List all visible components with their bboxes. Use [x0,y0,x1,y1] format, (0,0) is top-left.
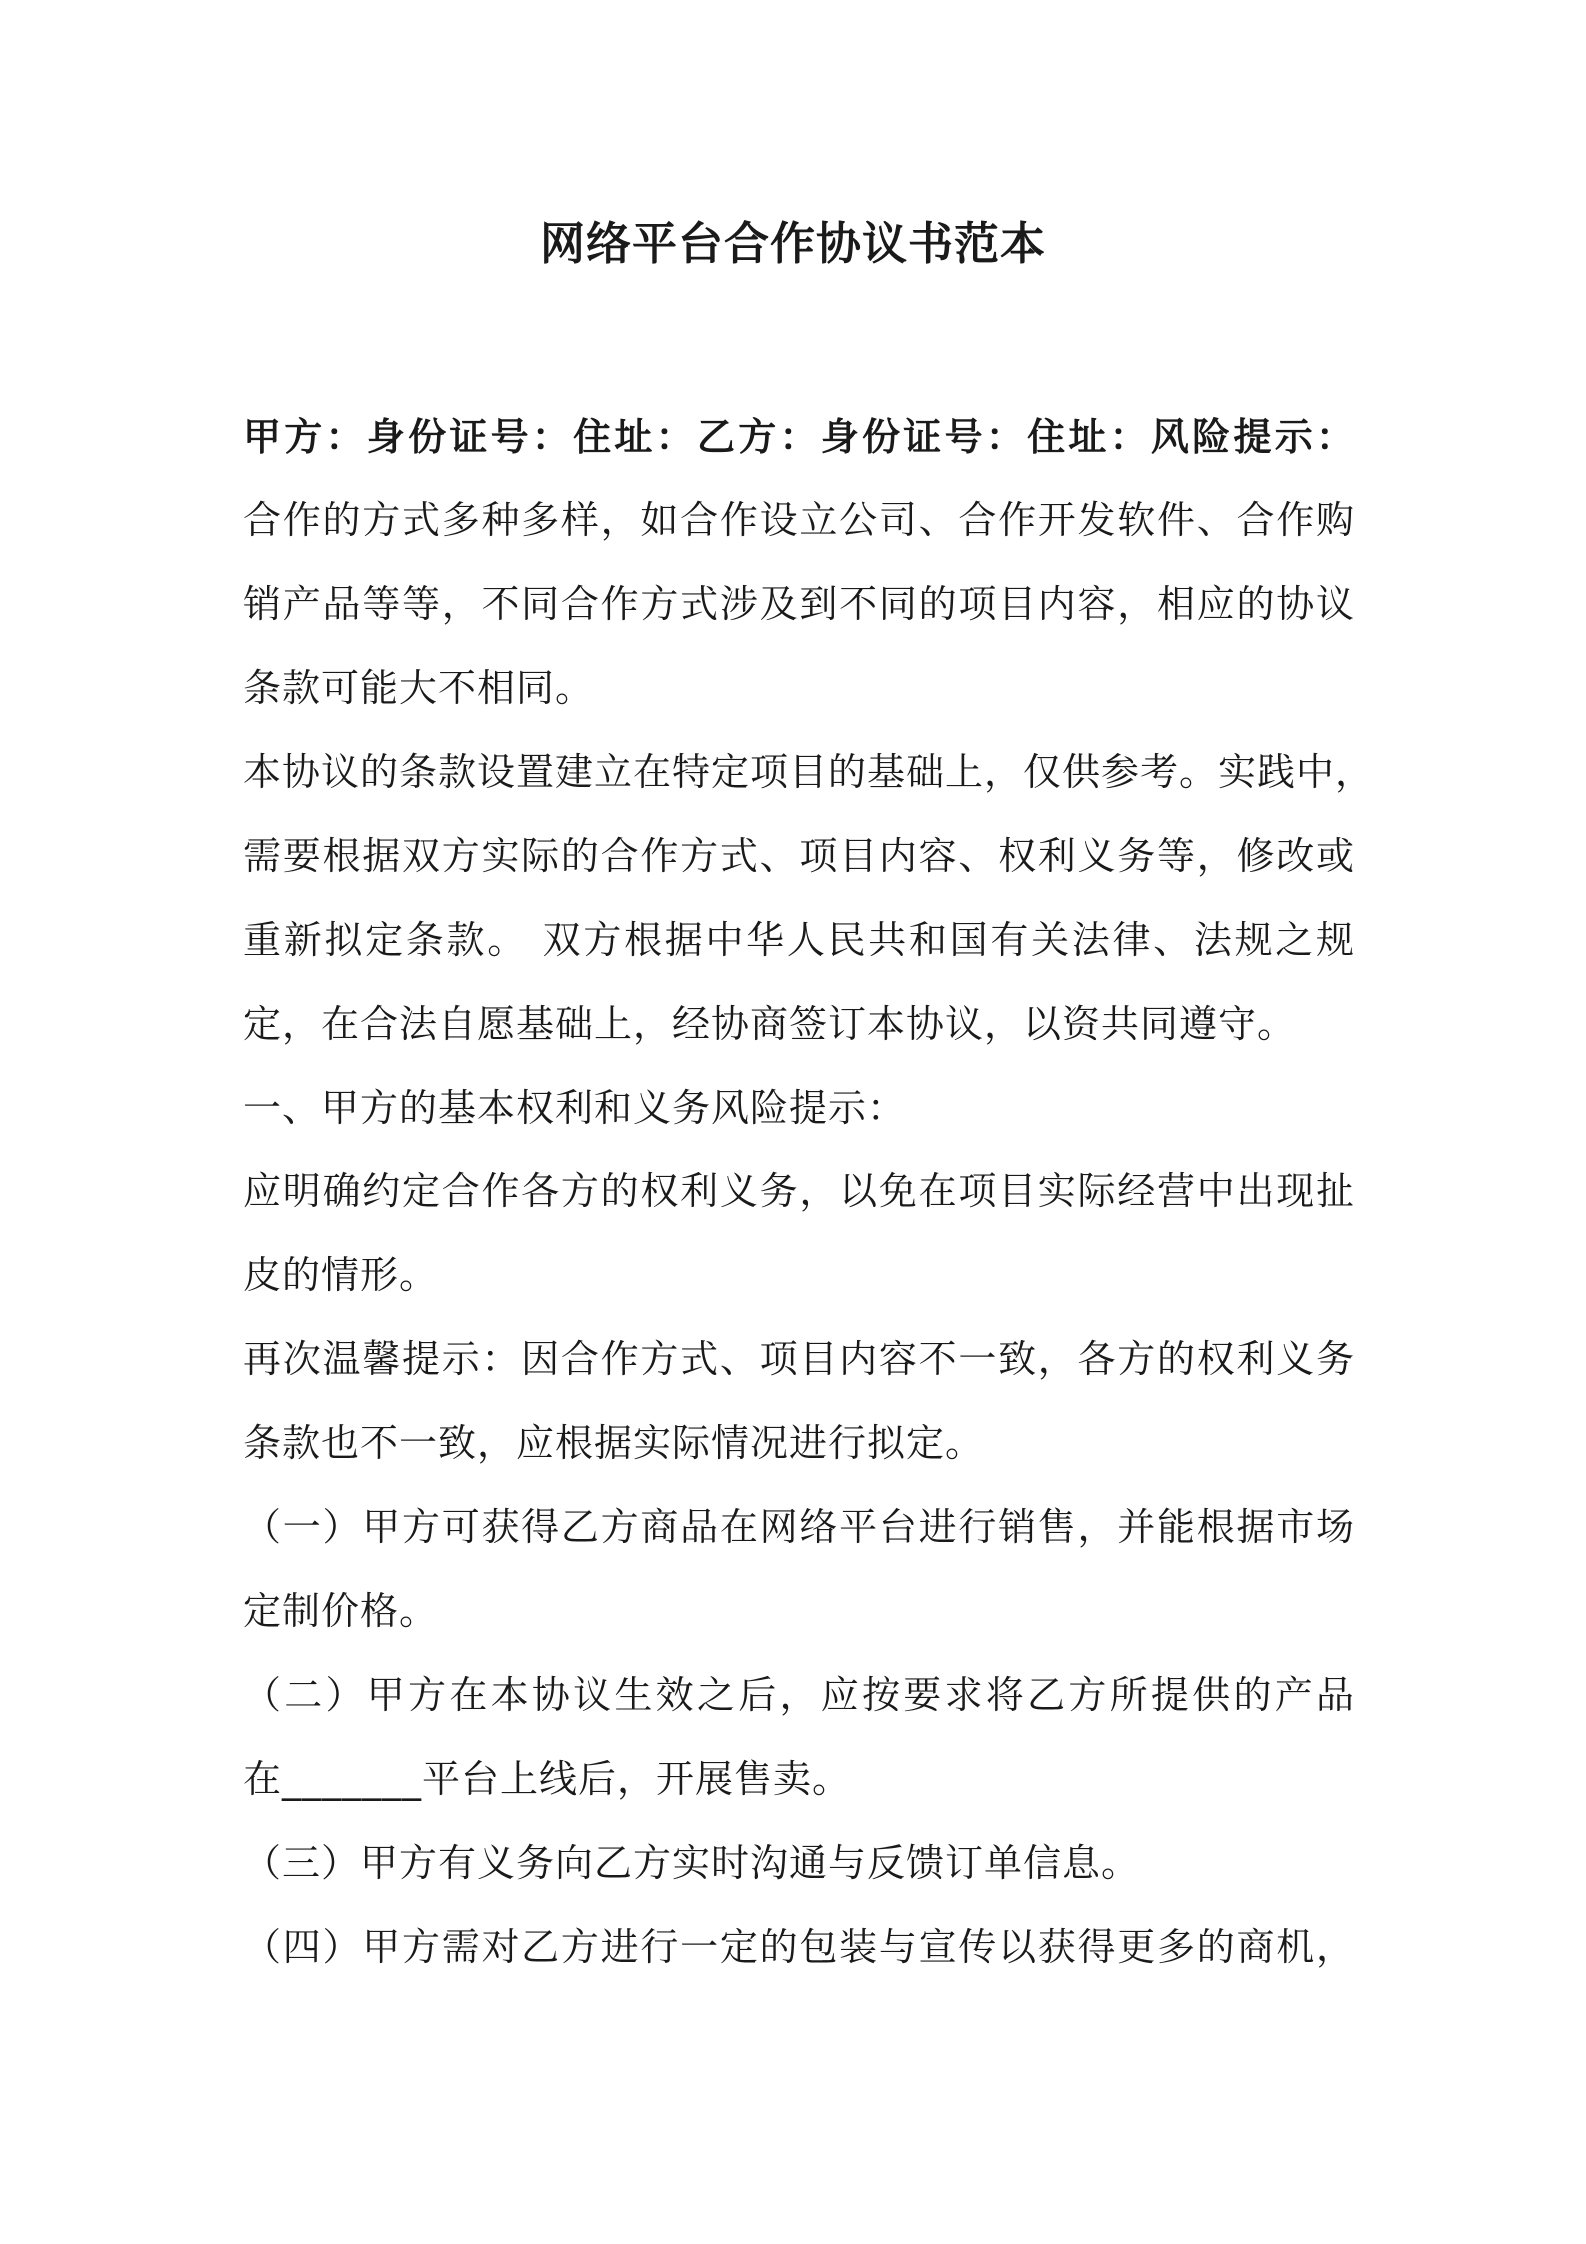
body-line: 再次温馨提示：因合作方式、项目内容不一致，各方的权利义务 [243,1337,1355,1381]
body-line: 重新拟定条款。 双方根据中华人民共和国有关法律、法规之规 [243,918,1355,962]
body-line: 条款可能大不相同。 [243,666,595,710]
clause-line: （三）甲方有义务向乙方实时沟通与反馈订单信息。 [243,1841,1141,1885]
section-heading: 一、甲方的基本权利和义务风险提示： [243,1086,907,1130]
body-line: 皮的情形。 [243,1253,439,1297]
document-title: 网络平台合作协议书范本 [539,217,1046,270]
body-line: 条款也不一致，应根据实际情况进行拟定。 [243,1421,985,1465]
body-line: 合作的方式多种多样，如合作设立公司、合作开发软件、合作购 [243,498,1355,542]
clause-line: 在_______平台上线后，开展售卖。 [243,1757,852,1801]
clause-line: （一）甲方可获得乙方商品在网络平台进行销售，并能根据市场 [243,1505,1355,1549]
clause-line: （二）甲方在本协议生效之后，应按要求将乙方所提供的产品 [243,1673,1355,1717]
clause-line: （四）甲方需对乙方进行一定的包装与宣传以获得更多的商机， [243,1925,1355,1969]
clause-line: 定制价格。 [243,1589,439,1633]
body-line: 需要根据双方实际的合作方式、项目内容、权利义务等，修改或 [243,834,1355,878]
parties-line: 甲方：身份证号：住址：乙方：身份证号：住址：风险提示： [243,415,1355,459]
body-line: 本协议的条款设置建立在特定项目的基础上，仅供参考。实践中， [243,750,1375,794]
body-line: 定，在合法自愿基础上，经协商签订本协议，以资共同遵守。 [243,1002,1297,1046]
body-line: 销产品等等，不同合作方式涉及到不同的项目内容，相应的协议 [243,582,1355,626]
body-line: 应明确约定合作各方的权利义务，以免在项目实际经营中出现扯 [243,1169,1355,1213]
